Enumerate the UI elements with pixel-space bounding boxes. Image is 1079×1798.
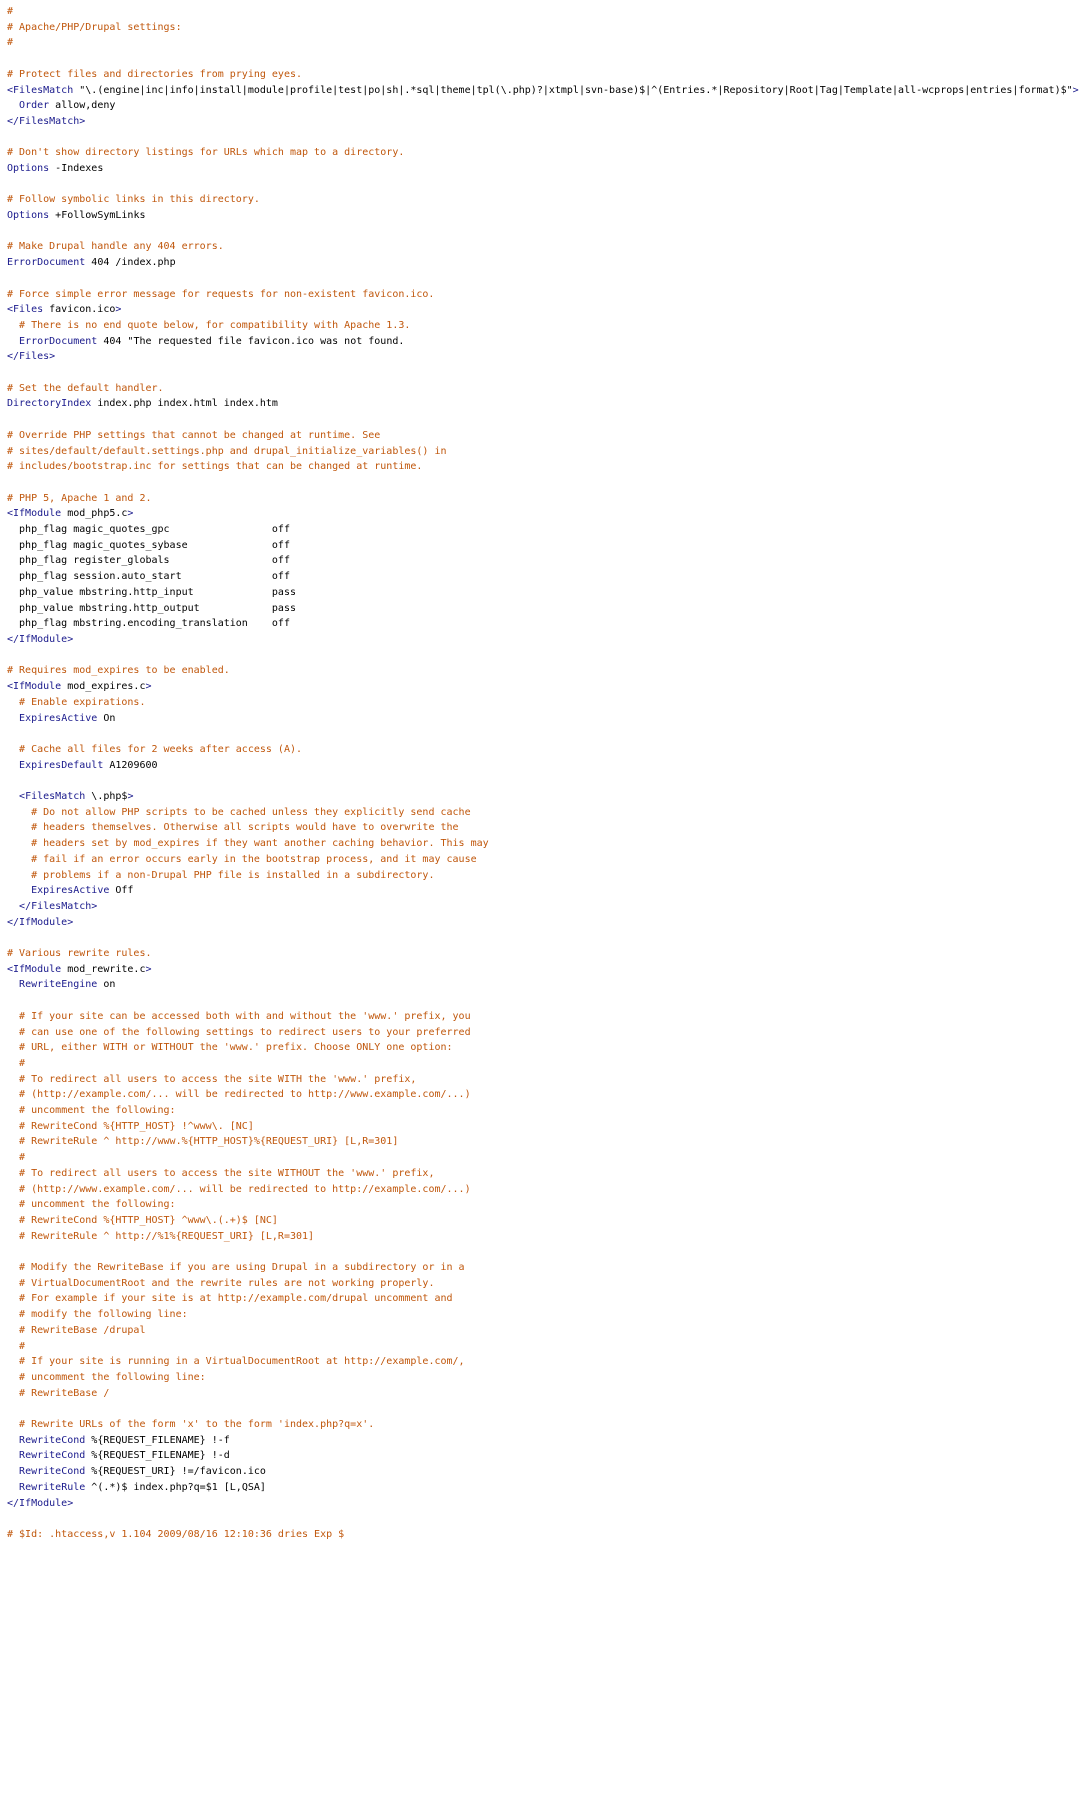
code-line bbox=[7, 130, 600, 146]
code-line bbox=[7, 773, 600, 789]
code-line: # Override PHP settings that cannot be changed at runtime. See bbox=[7, 429, 381, 441]
code-line: Options +FollowSymLinks bbox=[7, 210, 146, 222]
code-line: </Files> bbox=[7, 351, 56, 363]
code-line bbox=[7, 365, 600, 381]
code-line: # Force simple error message for requests for non-existent favicon.ico. bbox=[7, 288, 435, 300]
code-line: php_value mbstring.http_input pass bbox=[7, 586, 296, 598]
code-line: <Files favicon.ico> bbox=[7, 304, 122, 316]
code-line: # To redirect all users to access the site WITHOUT the 'www.' prefix, bbox=[19, 1167, 435, 1179]
code-line bbox=[7, 1244, 600, 1260]
code-line: RewriteCond %{REQUEST_FILENAME} !-d bbox=[19, 1450, 230, 1462]
code-line bbox=[7, 993, 600, 1009]
code-line: </FilesMatch> bbox=[19, 900, 98, 912]
code-line: <IfModule mod_expires.c> bbox=[7, 681, 152, 693]
code-line: # If your site can be accessed both with and without the 'www.' prefix, you bbox=[19, 1010, 471, 1022]
code-line: # RewriteRule ^ http://%1%{REQUEST_URI} [L,R=301] bbox=[19, 1230, 315, 1242]
code-line: </IfModule> bbox=[7, 1497, 74, 1509]
code-line: # RewriteBase / bbox=[19, 1387, 110, 1399]
code-line: # (http://www.example.com/... will be redirected to http://example.com/...) bbox=[19, 1183, 471, 1195]
code-line: # RewriteCond %{HTTP_HOST} !^www\. [NC] bbox=[19, 1120, 254, 1132]
code-line: php_flag magic_quotes_gpc off bbox=[7, 524, 290, 536]
code-line bbox=[7, 177, 600, 193]
code-line: # headers themselves. Otherwise all scripts would have to overwrite the bbox=[31, 822, 459, 834]
code-line: # sites/default/default.settings.php and drupal_initialize_variables() in bbox=[7, 445, 447, 457]
code-line: # RewriteCond %{HTTP_HOST} ^www\.(.+)$ [NC] bbox=[19, 1214, 278, 1226]
code-line: # Don't show directory listings for URLs which map to a directory. bbox=[7, 147, 405, 159]
code-line bbox=[7, 224, 600, 240]
code-line: RewriteCond %{REQUEST_URI} !=/favicon.ico bbox=[19, 1466, 266, 1478]
code-line: # RewriteBase /drupal bbox=[19, 1324, 146, 1336]
code-line: # bbox=[7, 37, 14, 49]
code-line: # Modify the RewriteBase if you are using Drupal in a subdirectory or in a bbox=[19, 1262, 465, 1274]
code-line: # headers set by mod_expires if they want another caching behavior. This may bbox=[31, 838, 489, 850]
code-line: # Do not allow PHP scripts to be cached unless they explicitly send cache bbox=[31, 806, 471, 818]
code-line bbox=[7, 726, 600, 742]
code-line: php_flag magic_quotes_sybase off bbox=[7, 539, 290, 551]
code-line: RewriteEngine on bbox=[19, 979, 116, 991]
code-line: # Rewrite URLs of the form 'x' to the form 'index.php?q=x'. bbox=[19, 1419, 375, 1431]
code-line: # uncomment the following: bbox=[19, 1199, 176, 1211]
code-line: </IfModule> bbox=[7, 916, 74, 928]
code-line: # fail if an error occurs early in the bootstrap process, and it may cause bbox=[31, 853, 477, 865]
code-line: # bbox=[19, 1340, 26, 1352]
code-line: <IfModule mod_php5.c> bbox=[7, 508, 134, 520]
code-line: # Protect files and directories from prying eyes. bbox=[7, 68, 303, 80]
code-line: ExpiresActive Off bbox=[31, 885, 134, 897]
code-line: # bbox=[19, 1152, 26, 1164]
code-line: Order allow,deny bbox=[19, 100, 116, 112]
code-line bbox=[7, 271, 600, 287]
code-line: # bbox=[7, 6, 14, 17]
code-line bbox=[7, 412, 600, 428]
code-line: # modify the following line: bbox=[19, 1309, 188, 1321]
code-line bbox=[7, 1401, 600, 1417]
code-line: php_flag session.auto_start off bbox=[7, 571, 290, 583]
code-line: </FilesMatch> bbox=[7, 115, 86, 127]
code-line: ExpiresDefault A1209600 bbox=[19, 759, 158, 771]
code-line bbox=[7, 475, 600, 491]
code-line: # Cache all files for 2 weeks after access (A). bbox=[19, 743, 303, 755]
code-line: RewriteRule ^(.*)$ index.php?q=$1 [L,QSA] bbox=[19, 1481, 266, 1493]
code-line: # problems if a non-Drupal PHP file is installed in a subdirectory. bbox=[31, 869, 435, 881]
code-line: # VirtualDocumentRoot and the rewrite rules are not working properly. bbox=[19, 1277, 435, 1289]
code-line: # uncomment the following: bbox=[19, 1105, 176, 1117]
code-line: ErrorDocument 404 /index.php bbox=[7, 257, 176, 269]
code-line: ErrorDocument 404 "The requested file favicon.ico was not found. bbox=[19, 335, 405, 347]
code-line: # bbox=[19, 1057, 26, 1069]
code-line: # RewriteRule ^ http://www.%{HTTP_HOST}%{REQUEST_URI} [L,R=301] bbox=[19, 1136, 399, 1148]
code-line: # If your site is running in a VirtualDocumentRoot at http://example.com/, bbox=[19, 1356, 465, 1368]
code-line: # PHP 5, Apache 1 and 2. bbox=[7, 492, 152, 504]
code-line: php_flag register_globals off bbox=[7, 555, 290, 567]
code-line: <FilesMatch \.php$> bbox=[19, 790, 134, 802]
code-line: # There is no end quote below, for compatibility with Apache 1.3. bbox=[19, 319, 411, 331]
code-line: # can use one of the following settings to redirect users to your preferred bbox=[19, 1026, 471, 1038]
code-line bbox=[7, 930, 600, 946]
code-line bbox=[7, 51, 600, 67]
code-line: # Enable expirations. bbox=[19, 696, 146, 708]
code-line: # (http://example.com/... will be redirected to http://www.example.com/...) bbox=[19, 1089, 471, 1101]
code-line: RewriteCond %{REQUEST_FILENAME} !-f bbox=[19, 1434, 230, 1446]
code-line: Options -Indexes bbox=[7, 163, 104, 174]
code-line: # URL, either WITH or WITHOUT the 'www.' prefix. Choose ONLY one option: bbox=[19, 1042, 453, 1054]
code-line: # To redirect all users to access the site WITH the 'www.' prefix, bbox=[19, 1073, 417, 1085]
code-line: php_value mbstring.http_output pass bbox=[7, 602, 296, 614]
code-line: </IfModule> bbox=[7, 634, 74, 645]
code-line: <FilesMatch "\.(engine|inc|info|install|module|profile|test|po|sh|.*sql|theme|tpl(\.php)?|xtmpl|svn-base)$|^(Entries.*|Repository|Root|Tag|Template|all-wcprops|entries|format)$"> bbox=[7, 84, 1079, 96]
code-line: # Make Drupal handle any 404 errors. bbox=[7, 241, 224, 253]
code-line: # Apache/PHP/Drupal settings: bbox=[7, 21, 182, 33]
code-line: # Requires mod_expires to be enabled. bbox=[7, 665, 230, 677]
code-line bbox=[7, 1511, 600, 1527]
code-line: # $Id: .htaccess,v 1.104 2009/08/16 12:10:36 dries Exp $ bbox=[7, 1528, 345, 1540]
code-line: # uncomment the following line: bbox=[19, 1371, 206, 1383]
code-line: ExpiresActive On bbox=[19, 712, 116, 724]
code-line bbox=[7, 648, 600, 664]
code-line: # includes/bootstrap.inc for settings that can be changed at runtime. bbox=[7, 461, 423, 473]
code-line: # Set the default handler. bbox=[7, 382, 164, 394]
code-line: # Various rewrite rules. bbox=[7, 948, 152, 959]
code-line: php_flag mbstring.encoding_translation off bbox=[7, 618, 290, 630]
code-line: # Follow symbolic links in this directory. bbox=[7, 194, 260, 206]
code-line: <IfModule mod_rewrite.c> bbox=[7, 963, 152, 975]
code-line: # For example if your site is at http://example.com/drupal uncomment and bbox=[19, 1293, 453, 1305]
code-line: DirectoryIndex index.php index.html index.htm bbox=[7, 398, 278, 410]
